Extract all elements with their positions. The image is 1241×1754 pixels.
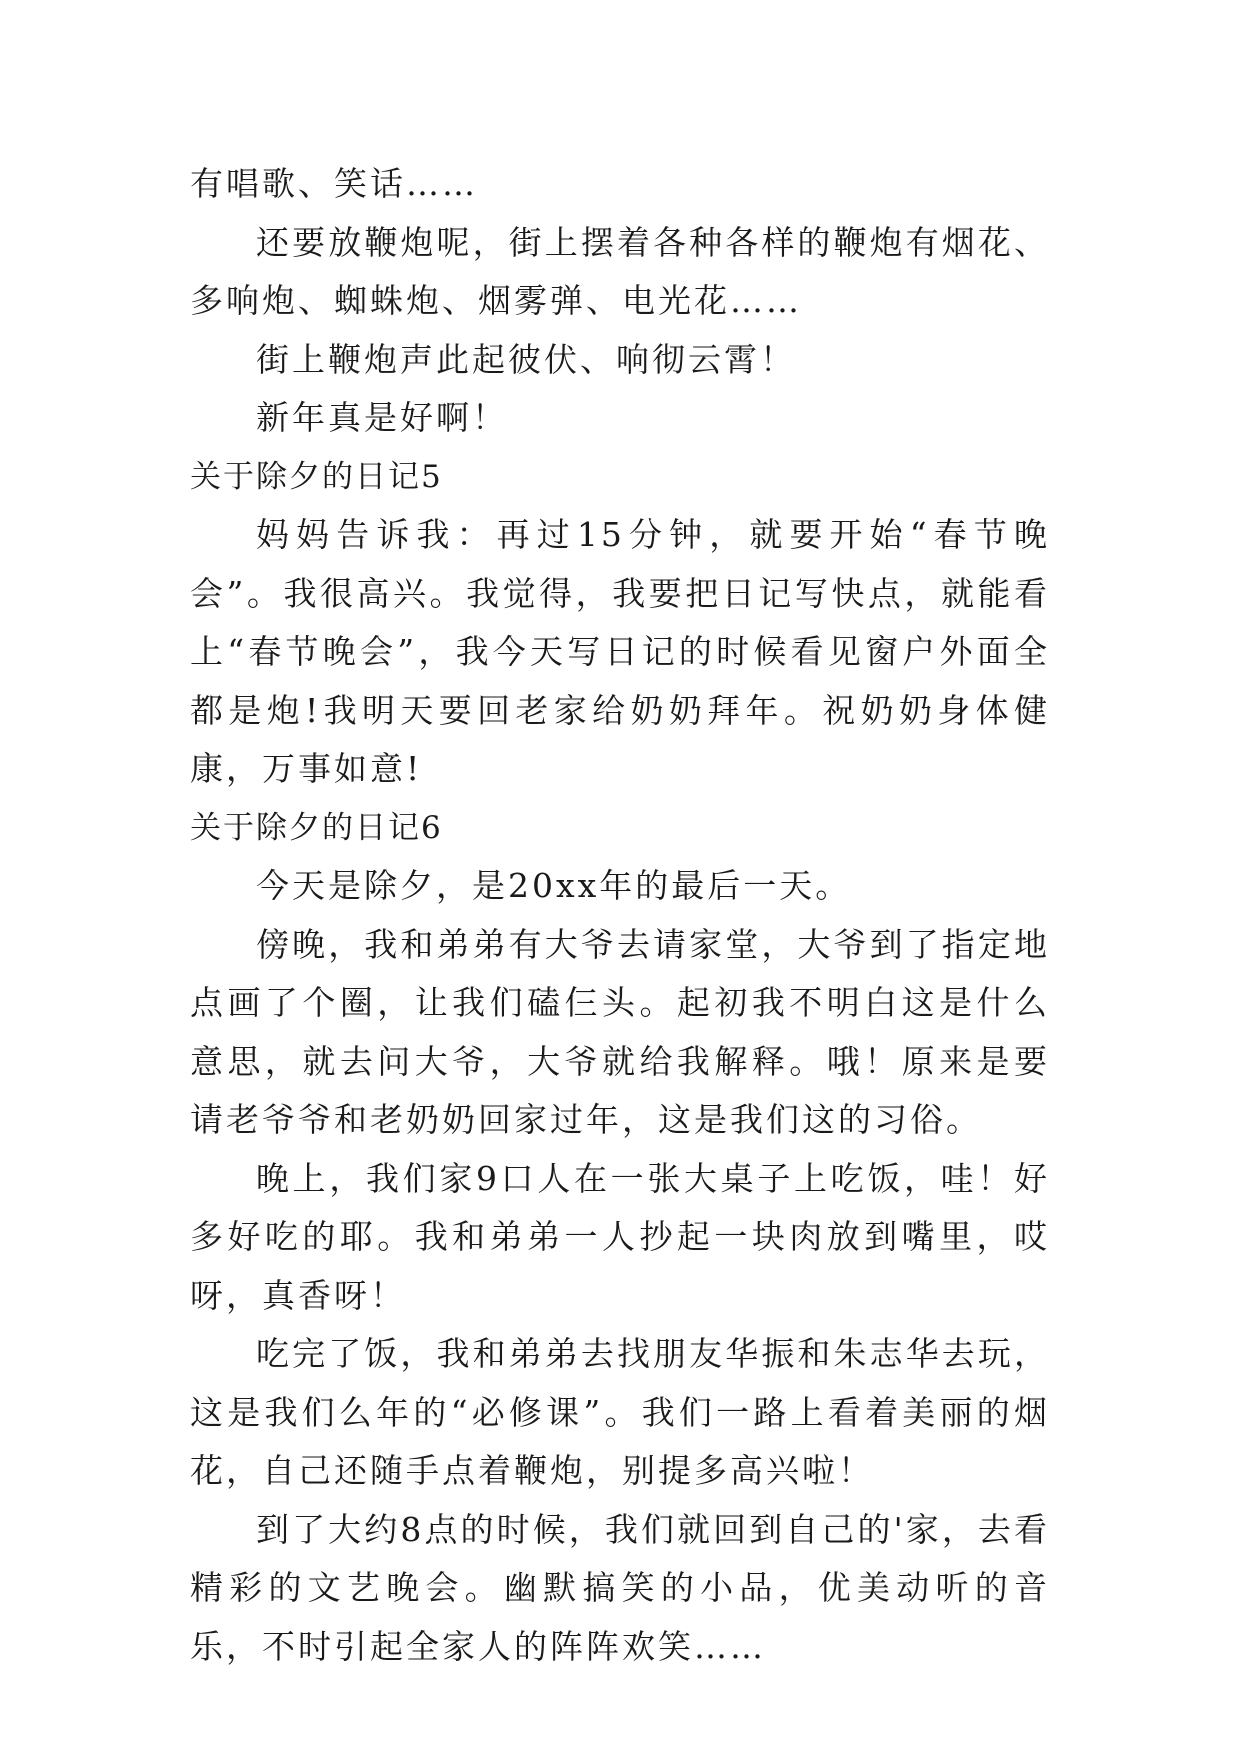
section-title-diary-6: 关于除夕的日记6 xyxy=(190,809,443,846)
document-page xyxy=(190,155,1050,1676)
paragraph-dinner: 晚上，我们家9口人在一张大桌子上吃饭，哇！好多好吃的耶。我和弟弟一人抄起一块肉放到嘴里，哎呀，真香呀！ xyxy=(190,1158,1050,1315)
section-title-diary-5: 关于除夕的日记5 xyxy=(190,458,443,495)
paragraph-new-year-good: 新年真是好啊！ xyxy=(256,398,508,437)
paragraph-firecrackers: 还要放鞭炮呢，街上摆着各种各样的鞭炮有烟花、多响炮、蜘蛛炮、烟雾弹、电光花…… xyxy=(190,222,1050,320)
paragraph-evening-ritual: 傍晚，我和弟弟有大爷去请家堂，大爷到了指定地点画了个圈，让我们磕仨头。起初我不明白这是什么意思，就去问大爷，大爷就给我解释。哦！原来是要请老爷爷和老奶奶回家过年，这是我们这的习俗。 xyxy=(190,924,1050,1139)
paragraph-watch-gala: 到了大约8点的时候，我们就回到自己的'家，去看精彩的文艺晚会。幽默搞笑的小品，优美动听的音乐，不时引起全家人的阵阵欢笑…… xyxy=(190,1509,1050,1666)
continued-text: 有唱歌、笑话…… xyxy=(190,164,478,203)
paragraph-spring-gala: 妈妈告诉我：再过15分钟，就要开始“春节晚会”。我很高兴。我觉得，我要把日记写快点，就能看上“春节晚会”，我今天写日记的时候看见窗户外面全都是炮!我明天要回老家给奶奶拜年。祝奶奶身体健康，万事如意! xyxy=(190,515,1050,788)
paragraph-play-with-friends: 吃完了饭，我和弟弟去找朋友华振和朱志华去玩，这是我们么年的“必修课”。我们一路上看着美丽的烟花，自己还随手点着鞭炮，别提多高兴啦！ xyxy=(190,1334,1050,1490)
paragraph-new-years-eve: 今天是除夕，是20xx年的最后一天。 xyxy=(256,866,852,905)
paragraph-firecracker-sound: 街上鞭炮声此起彼伏、响彻云霄！ xyxy=(256,339,796,379)
